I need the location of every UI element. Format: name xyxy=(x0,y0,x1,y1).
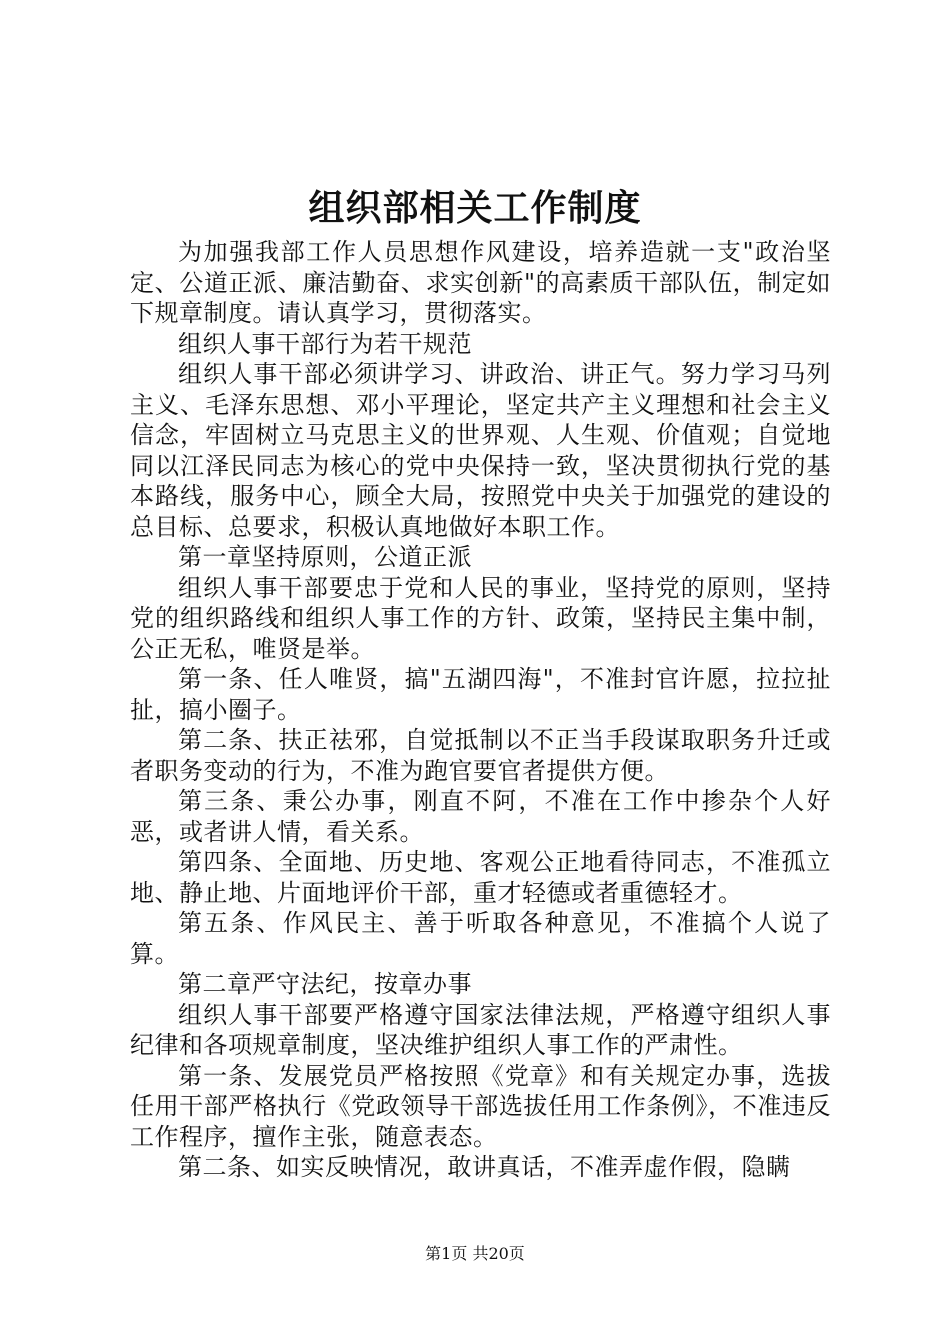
article-item: 第三条、秉公办事，刚直不阿，不准在工作中掺杂个人好恶，或者讲人情，看关系。 xyxy=(130,787,831,846)
chapter-heading: 第一章坚持原则，公道正派 xyxy=(178,543,472,571)
page-number-footer: 第1页 共20页 xyxy=(425,1244,525,1263)
article-item: 第四条、全面地、历史地、客观公正地看待同志，不准孤立地、静止地、片面地评价干部，重才轻德或者重德轻才。 xyxy=(130,848,831,907)
article-item: 第二条、如实反映情况，敢讲真话，不准弄虚作假，隐瞒 xyxy=(178,1153,791,1181)
paragraph: 组织人事干部要忠于党和人民的事业，坚持党的原则，坚持党的组织路线和组织人事工作的方针、政策，坚持民主集中制，公正无私，唯贤是举。 xyxy=(130,573,831,663)
article-item: 第五条、作风民主、善于听取各种意见，不准搞个人说了算。 xyxy=(130,909,831,968)
article-item: 第一条、任人唯贤，搞"五湖四海"，不准封官许愿，拉拉扯扯，搞小圈子。 xyxy=(130,665,831,724)
chapter-heading: 第二章严守法纪，按章办事 xyxy=(178,970,472,998)
paragraph: 组织人事干部必须讲学习、讲政治、讲正气。努力学习马列主义、毛泽东思想、邓小平理论，坚定共产主义理想和社会主义信念，牢固树立马克思主义的世界观、人生观、价值观；自觉地同以江泽民同志为核心的党中央保持一致，坚决贯彻执行党的基本路线，服务中心，顾全大局，按照党中央关于加强党的建设的总目标、总要求，积极认真地做好本职工作。 xyxy=(130,360,831,541)
paragraph: 组织人事干部要严格遵守国家法律法规，严格遵守组织人事纪律和各项规章制度，坚决维护组织人事工作的严肃性。 xyxy=(130,1000,831,1059)
article-item: 第一条、发展党员严格按照《党章》和有关规定办事，选拔任用干部严格执行《党政领导干部选拔任用工作条例》，不准违反工作程序，擅作主张，随意表态。 xyxy=(130,1061,831,1151)
section-heading: 组织人事干部行为若干规范 xyxy=(178,329,472,358)
paragraph-intro: 为加强我部工作人员思想作风建设，培养造就一支"政治坚定、公道正派、廉洁勤奋、求实创新"的高素质干部队伍，制定如下规章制度。请认真学习，贯彻落实。 xyxy=(130,238,831,327)
article-item: 第二条、扶正祛邪，自觉抵制以不正当手段谋取职务升迁或者职务变动的行为，不准为跑官要官者提供方便。 xyxy=(130,726,831,785)
document-body xyxy=(130,237,831,1183)
document-title: 组织部相关工作制度 xyxy=(308,187,642,229)
